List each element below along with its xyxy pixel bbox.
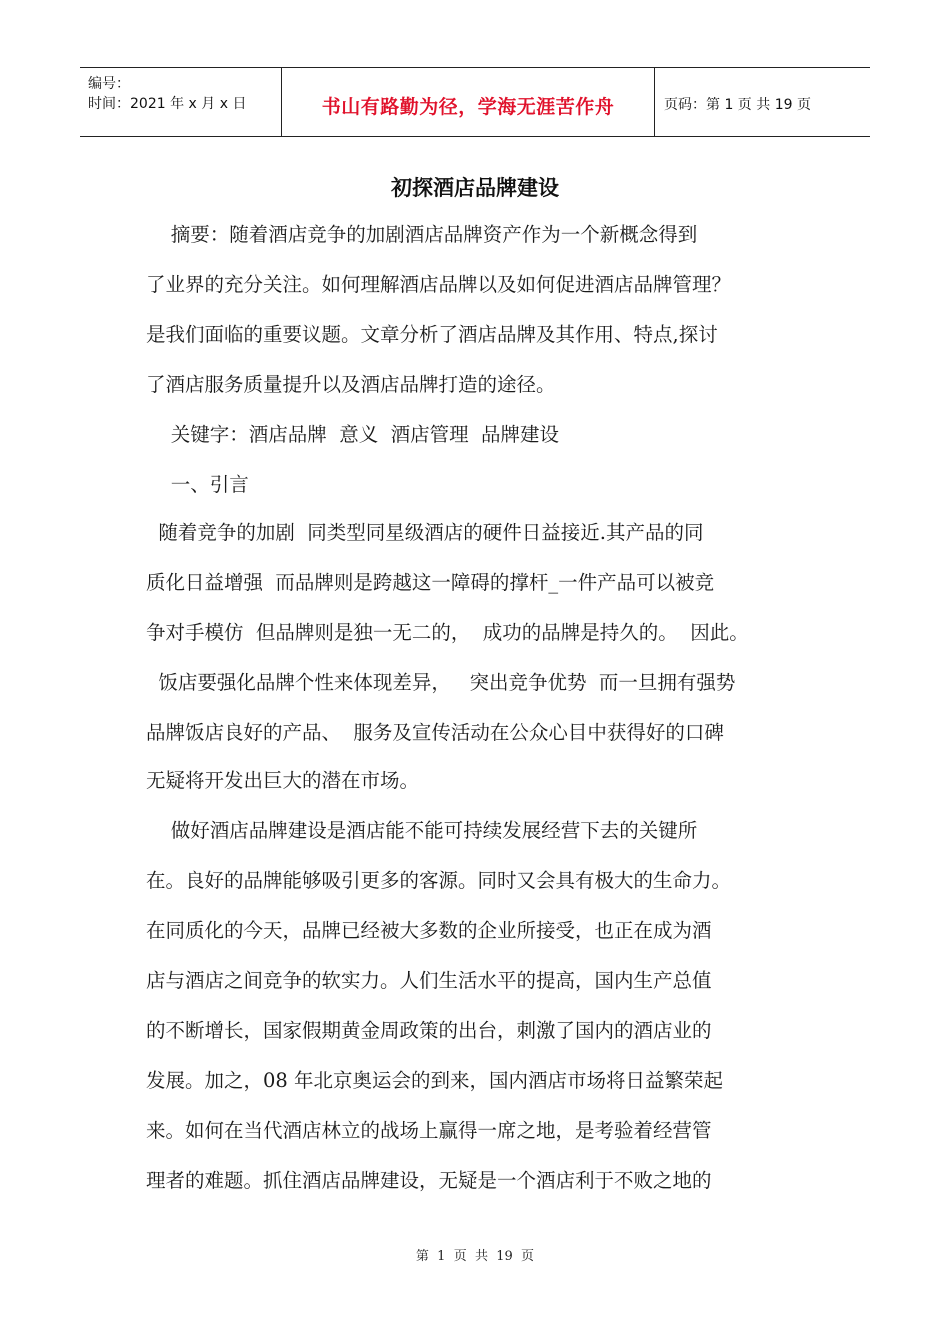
body-line: 争对手模仿 但品牌则是独一无二的， 成功的品牌是持久的。 因此。 <box>146 621 749 644</box>
body-line: 品牌饭店良好的产品、 服务及宣传活动在公众心目中获得好的口碑 <box>146 721 724 744</box>
body-line: 来。如何在当代酒店林立的战场上赢得一席之地，是考验着经营管 <box>146 1119 712 1142</box>
body-line: 了酒店服务质量提升以及酒店品牌打造的途径。 <box>146 373 556 396</box>
document-header-table <box>80 67 870 137</box>
body-line: 的不断增长，国家假期黄金周政策的出台，刺激了国内的酒店业的 <box>146 1019 712 1042</box>
header-motto-cell <box>281 68 655 136</box>
header-page-cell <box>654 68 870 136</box>
body-line: 摘要：随着酒店竞争的加剧酒店品牌资产作为一个新概念得到 <box>146 223 698 246</box>
header-page-info: 页码：第 1 页 共 19 页 <box>664 97 811 113</box>
header-meta-cell <box>80 68 281 136</box>
header-motto: 书山有路勤为径，学海无涯苦作舟 <box>321 96 615 118</box>
section-heading: 一、引言 <box>146 473 249 496</box>
body-line: 发展。加之，08 年北京奥运会的到来，国内酒店市场将日益繁荣起 <box>146 1069 724 1092</box>
body-line: 理者的难题。抓住酒店品牌建设，无疑是一个酒店利于不败之地的 <box>146 1169 712 1192</box>
body-line: 在。良好的品牌能够吸引更多的客源。同时又会具有极大的生命力。 <box>146 869 732 892</box>
body-line: 在同质化的今天，品牌已经被大多数的企业所接受，也正在成为酒 <box>146 919 712 942</box>
body-line: 了业界的充分关注。如何理解酒店品牌以及如何促进酒店品牌管理？ <box>146 273 732 296</box>
page-footer: 第 1 页 共 19 页 <box>415 1249 535 1264</box>
body-line: 饭店要强化品牌个性来体现差异， 突出竞争优势 而一旦拥有强势 <box>146 671 736 694</box>
document-title: 初探酒店品牌建设 <box>391 176 559 200</box>
body-line: 无疑将开发出巨大的潜在市场。 <box>146 769 420 792</box>
document-time-label: 时间：2021 年 x 月 x 日 <box>88 96 247 112</box>
body-line: 是我们面临的重要议题。文章分析了酒店品牌及其作用、特点,探讨 <box>146 323 718 346</box>
document-number-label: 编号： <box>88 76 130 92</box>
body-line: 随着竞争的加剧 同类型同星级酒店的硬件日益接近.其产品的同 <box>146 521 704 544</box>
body-line: 店与酒店之间竞争的软实力。人们生活水平的提高，国内生产总值 <box>146 969 712 992</box>
keywords-line: 关键字：酒店品牌 意义 酒店管理 品牌建设 <box>146 423 559 446</box>
body-line: 质化日益增强 而品牌则是跨越这一障碍的撑杆_一件产品可以被竞 <box>146 571 715 594</box>
body-line: 做好酒店品牌建设是酒店能不能可持续发展经营下去的关键所 <box>146 819 698 842</box>
